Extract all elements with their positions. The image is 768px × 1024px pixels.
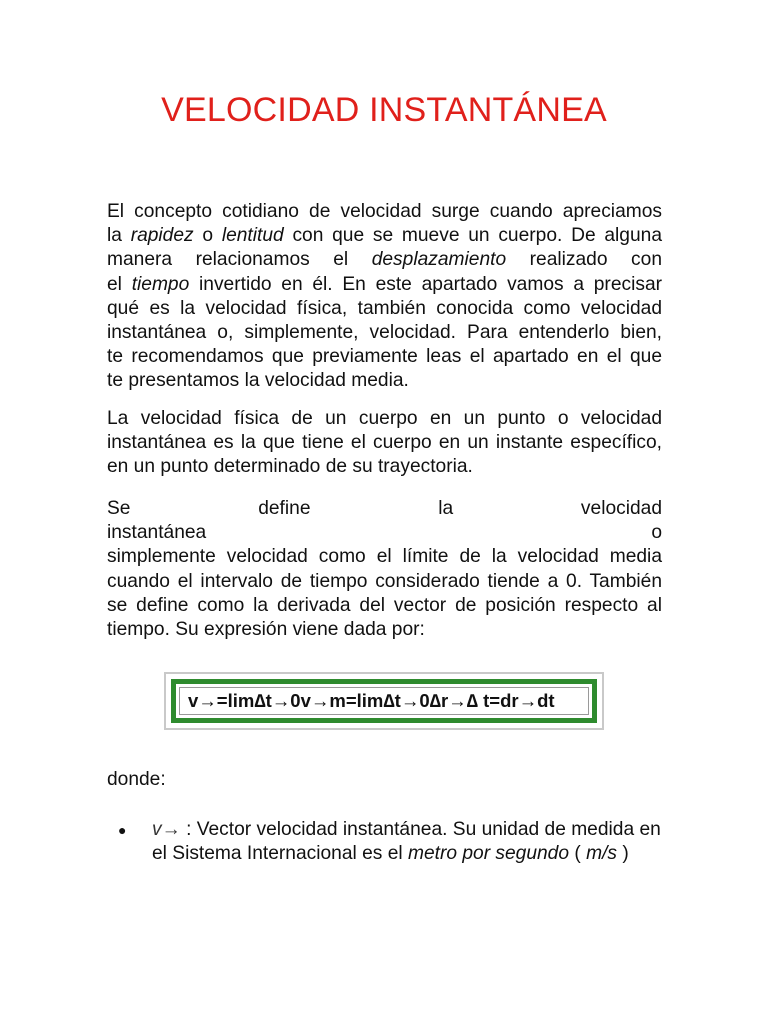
definition-list — [116, 818, 676, 866]
paragraph-line: cuando el intervalo de tiempo considerado tiende a 0. También — [107, 570, 662, 592]
text-run: ) — [617, 843, 629, 865]
paragraph-line: El concepto cotidiano de velocidad surge cuando apreciamos — [107, 201, 662, 222]
text-run: con que se mueve un cuerpo. De alguna — [283, 225, 662, 247]
emphasis-rapidez: rapidez — [130, 225, 194, 247]
paragraph-line: te recomendamos que previamente leas el apartado en el que — [107, 346, 662, 368]
donde-label: donde: — [107, 769, 166, 790]
text-run: ( — [569, 843, 587, 865]
paragraph-line: tiempo. Su expresión viene dada por: — [107, 619, 425, 641]
text-run: realizado con — [506, 249, 662, 271]
paragraph-line: te presentamos la velocidad media. — [107, 370, 409, 392]
emphasis-tiempo: tiempo — [131, 273, 190, 295]
emphasis-unit-symbol: m/s — [586, 843, 618, 865]
text-run: manera relacionamos el — [107, 249, 372, 271]
formula-frame — [171, 679, 597, 723]
list-item — [116, 818, 676, 866]
paragraph-line — [107, 248, 662, 272]
paragraph-definition — [107, 407, 662, 480]
paragraph-line: en un punto determinado de su trayectoria. — [107, 456, 473, 478]
bullet-icon: ● — [118, 822, 127, 838]
page-title: VELOCIDAD INSTANTÁNEA — [161, 91, 607, 129]
emphasis-unit-name: metro por segundo — [407, 843, 570, 865]
paragraph-line — [107, 224, 662, 248]
text-run: o — [193, 225, 222, 247]
text-run: el — [107, 273, 132, 295]
text-run: la — [107, 225, 131, 247]
paragraph-line — [107, 273, 662, 297]
paragraph-intro — [107, 200, 662, 394]
paragraph-line: qué es la velocidad física, también conocida como velocidad — [107, 297, 662, 319]
paragraph-line: Se define la velocidad instantánea o — [107, 498, 662, 544]
paragraph-line: instantánea o, simplemente, velocidad. Para entenderlo bien, — [107, 322, 662, 344]
text-run: invertido en él. En este apartado vamos a precisar — [189, 273, 663, 295]
paragraph-line: simplemente velocidad como el límite de la velocidad media — [107, 546, 662, 568]
text-run: : Vector velocidad instantánea. Su unidad de medida en el Sistema Internacional es el — [152, 819, 661, 865]
velocity-symbol: v→ — [152, 819, 181, 840]
emphasis-lentitud: lentitud — [221, 225, 284, 247]
emphasis-desplazamiento: desplazamiento — [371, 249, 507, 271]
paragraph-line: se define como la derivada del vector de posición respecto al — [107, 594, 662, 616]
paragraph-line: instantánea es la que tiene el cuerpo en un instante específico, — [107, 432, 662, 454]
paragraph-line: La velocidad física de un cuerpo en un punto o velocidad — [107, 408, 662, 429]
formula-text: v→=lim∆t→0v→m=lim∆t→0∆r→∆ t=dr→dt — [179, 687, 589, 715]
paragraph-limit — [107, 497, 662, 642]
formula-box — [164, 672, 604, 730]
